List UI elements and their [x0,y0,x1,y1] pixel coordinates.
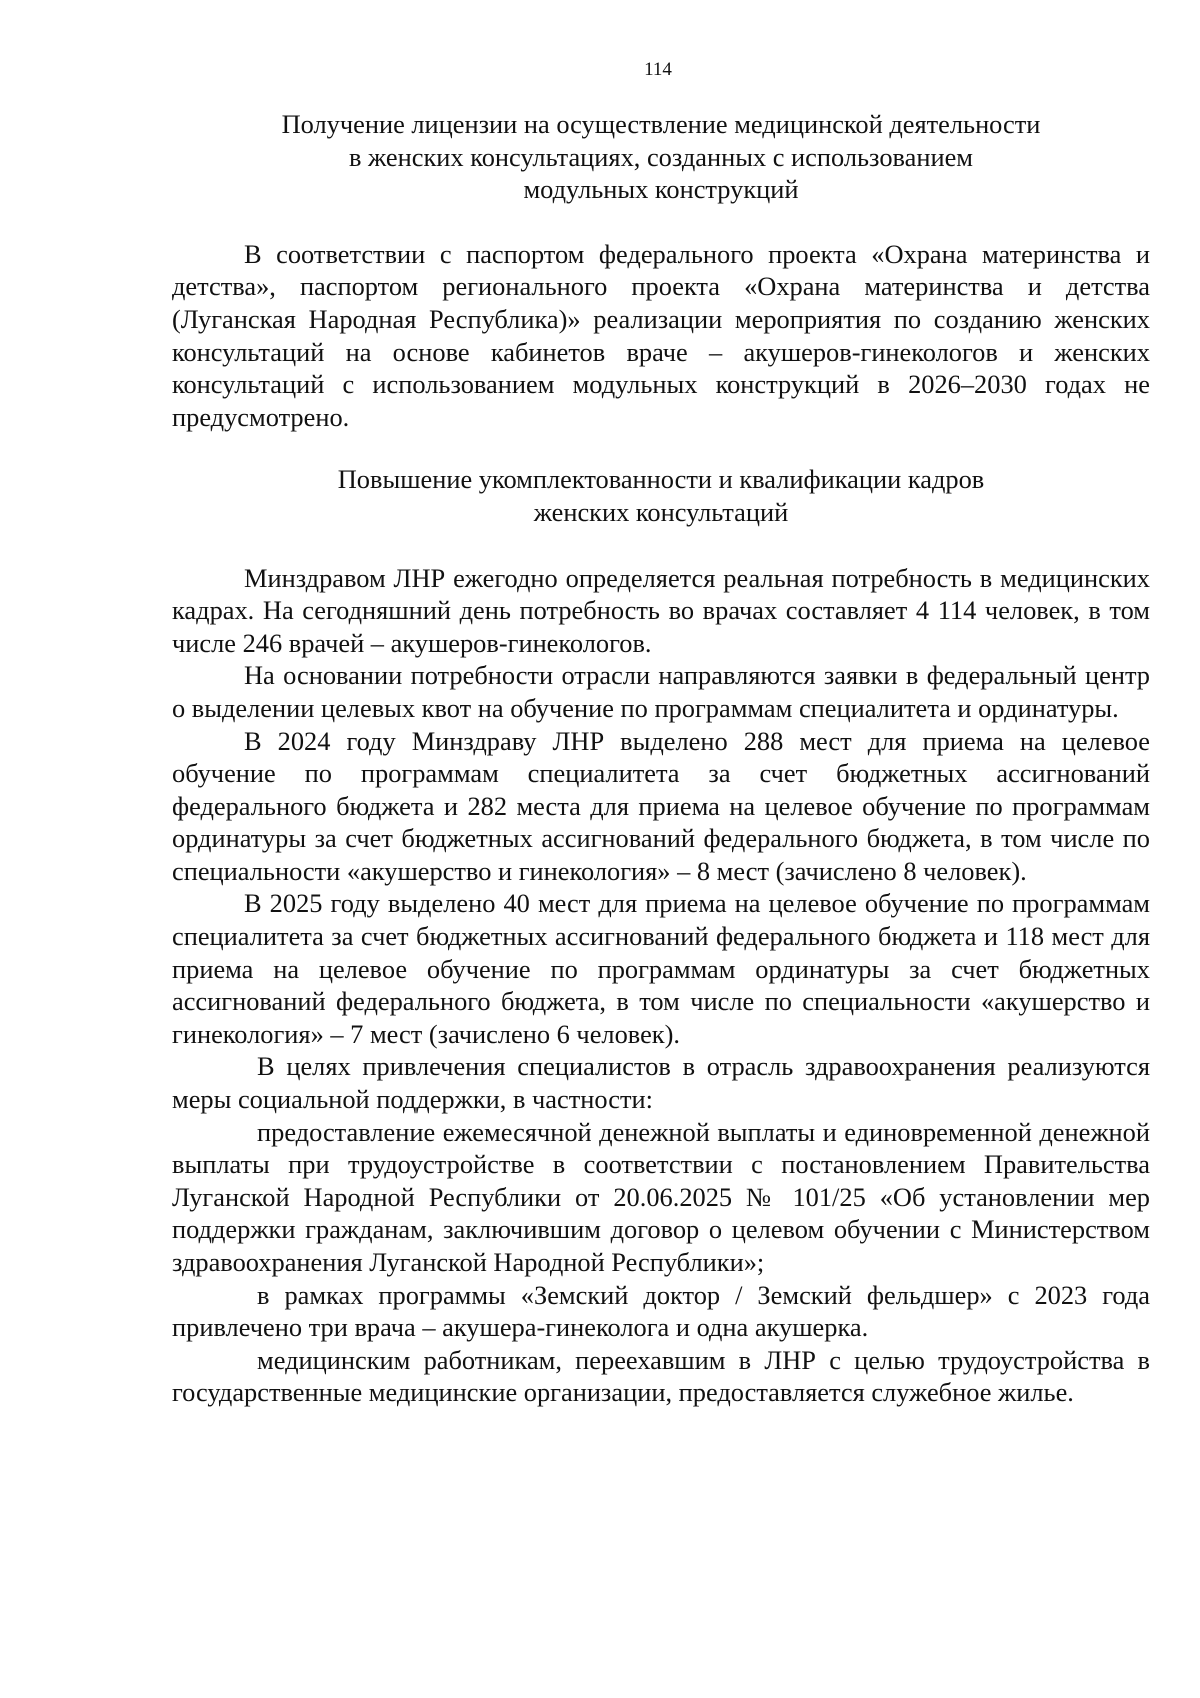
heading-line: женских консультаций [533,496,789,527]
heading-line: в женских консультациях, созданных с использованием [348,141,974,172]
paragraph: Минздравом ЛНР ежегодно определяется реальная потребность в медицинских кадрах. На сегодняшний день потребность во врачах составляет 4 114 человек, в том числе 246 врачей – акушеров-гинекологов. [172,562,1150,658]
list-item: предоставление ежемесячной денежной выплаты и единовременной денежной выплаты при трудоустройстве в соответствии с постановлением Правительства Луганской Народной Республики от 20.06.2025 № 101/25 «Об установлении мер поддержки гражданам, заключившим договор о целевом обучении с Министерством здравоохранения Луганской Народной Республики»; [172,1116,1150,1277]
section-heading-license [172,108,1150,206]
paragraph: В соответствии с паспортом федерального проекта «Охрана материнства и детства», паспортом регионального проекта «Охрана материнства и детства (Луганская Народная Республика)» реализации мероприятия по созданию женских консультаций на основе кабинетов враче – акушеров-гинекологов и женских консультаций с использованием модульных конструкций в 2026–2030 годах не предусмотрено. [172,238,1150,432]
heading-line: Повышение укомплектованности и квалификации кадров [337,464,985,495]
paragraph: В 2025 году выделено 40 мест для приема на целевое обучение по программам специалитета за счет бюджетных ассигнований федерального бюджета и 118 мест для приема на целевое обучение по программам ординатуры за счет бюджетных ассигнований федерального бюджета, в том числе по специальности «акушерство и гинекология» – 7 мест (зачислено 6 человек). [172,888,1150,1049]
paragraph: В 2024 году Минздраву ЛНР выделено 288 мест для приема на целевое обучение по программам специалитета за счет бюджетных ассигнований федерального бюджета и 282 места для приема на целевое обучение по программам ординатуры за счет бюджетных ассигнований федерального бюджета, в том числе по специальности «акушерство и гинекология» – 8 мест (зачислено 8 человек). [172,725,1150,886]
heading-line: Получение лицензии на осуществление медицинской деятельности [281,109,1041,139]
list-item: в рамках программы «Земский доктор / Земский фельдшер» с 2023 года привлечено три врача – акушера-гинеколога и одна акушерка. [172,1279,1150,1343]
list-item: медицинским работникам, переехавшим в ЛНР с целью трудоустройства в государственные медицинские организации, предоставляется служебное жилье. [172,1344,1150,1408]
paragraph: На основании потребности отрасли направляются заявки в федеральный центр о выделении целевых квот на обучение по программам специалитета и ординатуры. [172,660,1150,723]
paragraph: В целях привлечения специалистов в отрасль здравоохранения реализуются меры социальной поддержки, в частности: [172,1051,1150,1115]
section-heading-staffing [172,463,1150,528]
page-number: 114 [644,59,672,80]
heading-line: модульных конструкций [523,174,799,205]
